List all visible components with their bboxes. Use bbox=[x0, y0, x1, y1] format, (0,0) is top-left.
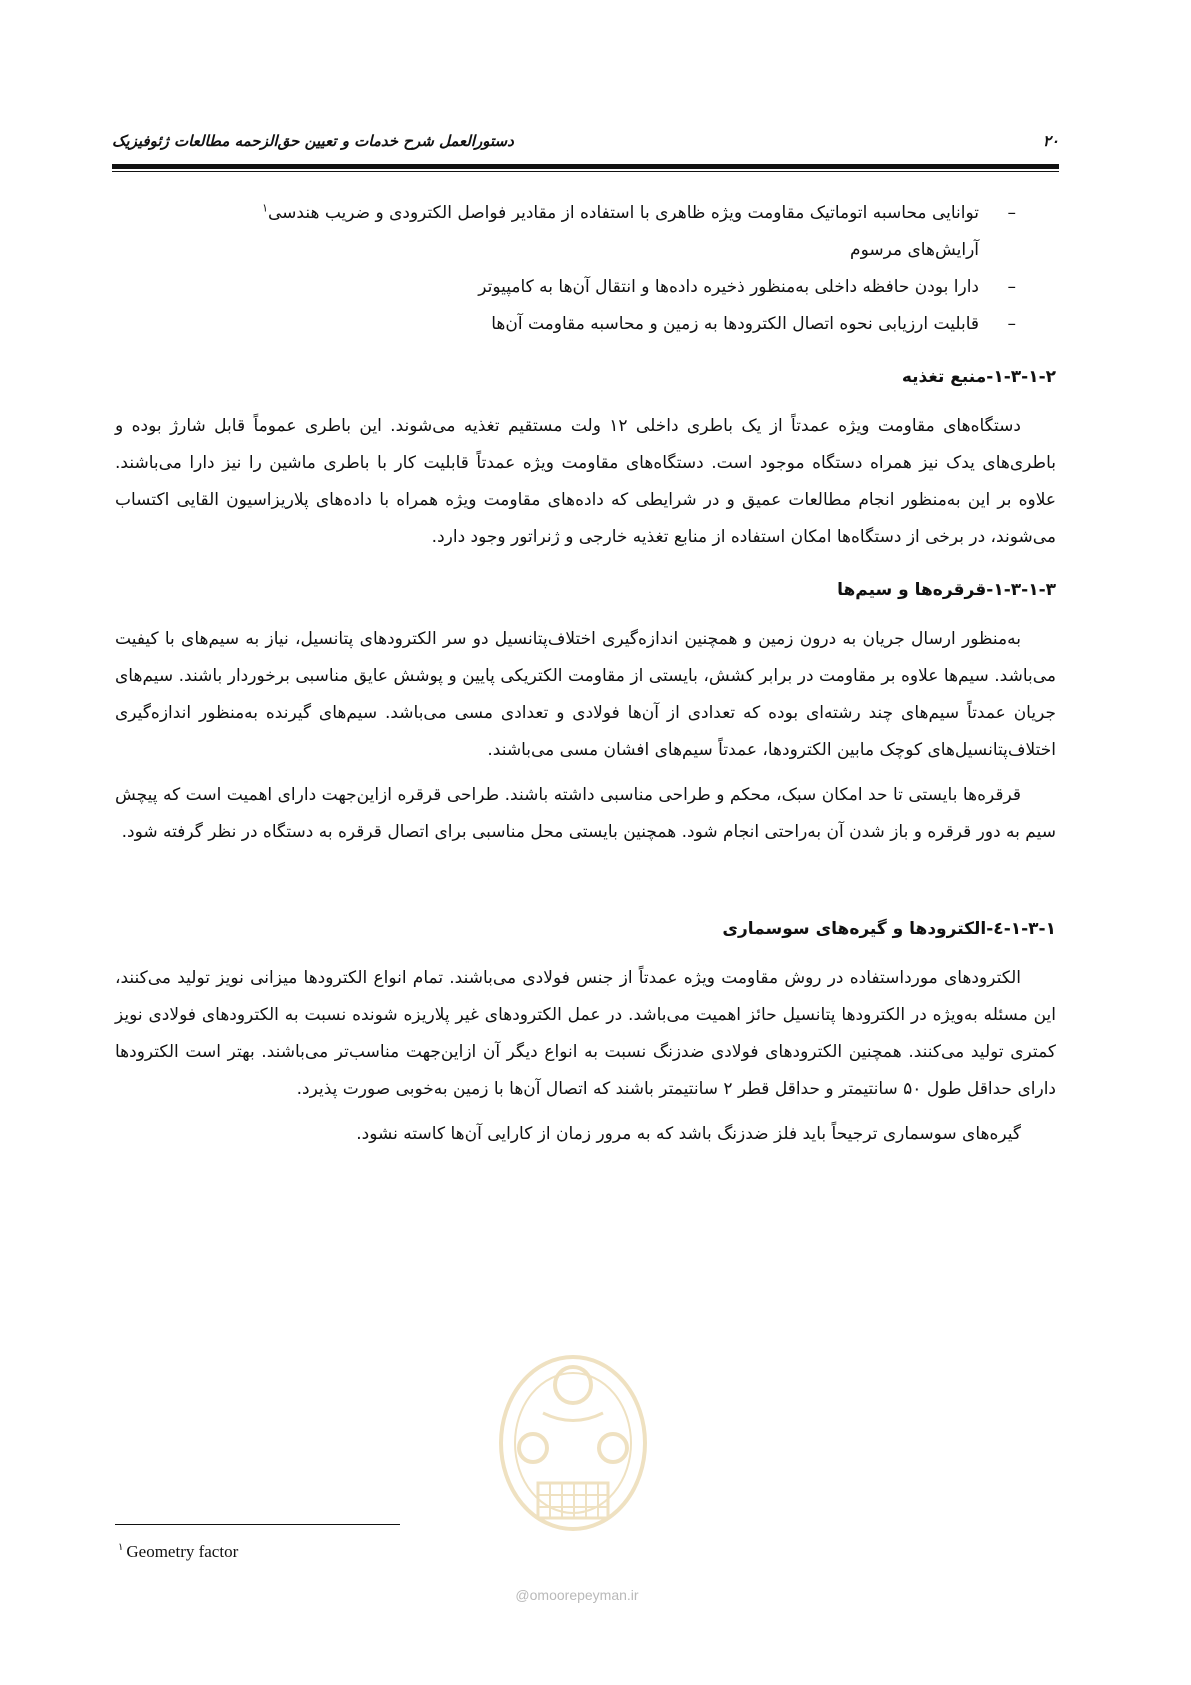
page-number: ۲۰ bbox=[1042, 132, 1059, 150]
header-rule-thin bbox=[112, 171, 1059, 172]
footnote-reference: ۱ bbox=[262, 201, 268, 215]
list-item bbox=[115, 195, 1056, 269]
watermark-url: @omoorepeyman.ir bbox=[515, 1587, 639, 1603]
running-title: دستورالعمل شرح خدمات و تعیین حق‌الزحمه مطالعات ژئوفیزیک bbox=[112, 132, 514, 150]
section-heading-power-supply: ۱-۳-۱-۲-منبع تغذیه bbox=[901, 367, 1056, 387]
running-header bbox=[112, 130, 1059, 158]
list-item-text: دارا بودن حافظه داخلی به‌منظور ذخیره داده‌ها و انتقال آن‌ها به کامپیوتر bbox=[478, 277, 979, 297]
list-item bbox=[115, 306, 1056, 343]
dash-bullet: – bbox=[1007, 277, 1016, 297]
feature-list bbox=[115, 195, 1056, 343]
paragraph: قرقره‌ها بایستی تا حد امکان سبک، محکم و طراحی مناسبی داشته باشند. طراحی قرقره ازاین‌جهت دارای اهمیت است که پیچش سیم به دور قرقره و باز شدن آن به‌راحتی انجام شود. همچنین بایستی محل مناسبی برای اتصال قرقره به دستگاه در نظر گرفته شود. bbox=[115, 785, 1056, 842]
list-item-continuation: آرایش‌های مرسوم bbox=[850, 240, 979, 260]
list-item-text: قابلیت ارزیابی نحوه اتصال الکترودها به زمین و محاسبه مقاومت آن‌ها bbox=[491, 314, 979, 334]
list-item-text: توانایی محاسبه اتوماتیک مقاومت ویژه ظاهری با استفاده از مقادیر فواصل الکترودی و ضریب هندسی bbox=[267, 203, 979, 223]
footnote-number: ۱ bbox=[118, 1542, 124, 1553]
dash-bullet: – bbox=[1007, 314, 1016, 334]
footnote bbox=[118, 1542, 238, 1562]
list-item bbox=[115, 269, 1056, 306]
paragraph: به‌منظور ارسال جریان به درون زمین و همچنین اندازه‌گیری اختلاف‌پتانسیل دو سر الکترودهای پتانسیل، نیاز به سیم‌های با کیفیت می‌باشد. سیم‌ها علاوه بر مقاومت در برابر کشش، بایستی از مقاومت الکتریکی پایین و پوشش عایق مناسبی برخوردار باشند. سیم‌های جریان عمدتاً سیم‌های چند رشته‌ای بوده که تعدادی از آن‌ها فولادی و تعدادی مسی می‌باشد. سیم‌های گیرنده به‌منظور اندازه‌گیری اختلاف‌پتانسیل‌های کوچک مابین الکترودها، عمدتاً سیم‌های افشان مسی می‌باشند. bbox=[115, 629, 1056, 760]
page-content bbox=[115, 195, 1056, 1161]
paragraph: دستگاه‌های مقاومت ویژه عمدتاً از یک باطری داخلی ۱۲ ولت مستقیم تغذیه می‌شوند. این باطری عموماً قابل شارژ بوده و باطری‌های یدک نیز همراه دستگاه موجود است. دستگاه‌های مقاومت ویژه عمدتاً قابلیت کار با باطری ماشین را نیز دارا می‌باشند. علاوه بر این به‌منظور انجام مطالعات عمیق و در شرایطی که داده‌های مقاومت ویژه همراه با داده‌های پلاریزاسیون القایی اکتساب می‌شوند، در برخی از دستگاه‌ها امکان استفاده از منابع تغذیه خارجی و ژنراتور وجود دارد. bbox=[115, 416, 1056, 547]
seal-logo-icon bbox=[478, 1333, 668, 1583]
section-heading-reels-and-wires: ۱-۳-۱-۳-قرقره‌ها و سیم‌ها bbox=[837, 580, 1056, 600]
dash-bullet: – bbox=[1007, 203, 1016, 223]
section-heading-electrodes-and-clips: ۱-۳-۱-٤-الکترودها و گیره‌های سوسماری bbox=[722, 919, 1056, 939]
footnote-separator bbox=[115, 1524, 400, 1525]
footnote-text: Geometry factor bbox=[126, 1542, 239, 1561]
paragraph: گیره‌های سوسماری ترجیحاً باید فلز ضدزنگ باشد که به مرور زمان از کارایی آن‌ها کاسته نشود. bbox=[356, 1124, 1021, 1144]
header-rule-thick bbox=[112, 164, 1059, 169]
paragraph: الکترودهای مورداستفاده در روش مقاومت ویژه عمدتاً از جنس فولادی می‌باشند. تمام انواع الکترودها میزانی نویز تولید می‌کنند، این مسئله به‌ویژه در الکترودها پتانسیل حائز اهمیت می‌باشد. در عمل الکترودهای غیر پلاریزه شونده نسبت به الکترودهای فولادی نویز کمتری تولید می‌کنند. همچنین الکترودهای فولادی ضدزنگ نسبت به انواع دیگر آن ازاین‌جهت مناسب‌تر می‌باشند. بهتر است الکترودها دارای حداقل طول ۵۰ سانتیمتر و حداقل قطر ۲ سانتیمتر باشند که اتصال آن‌ها با زمین به‌خوبی صورت پذیرد. bbox=[115, 968, 1056, 1099]
